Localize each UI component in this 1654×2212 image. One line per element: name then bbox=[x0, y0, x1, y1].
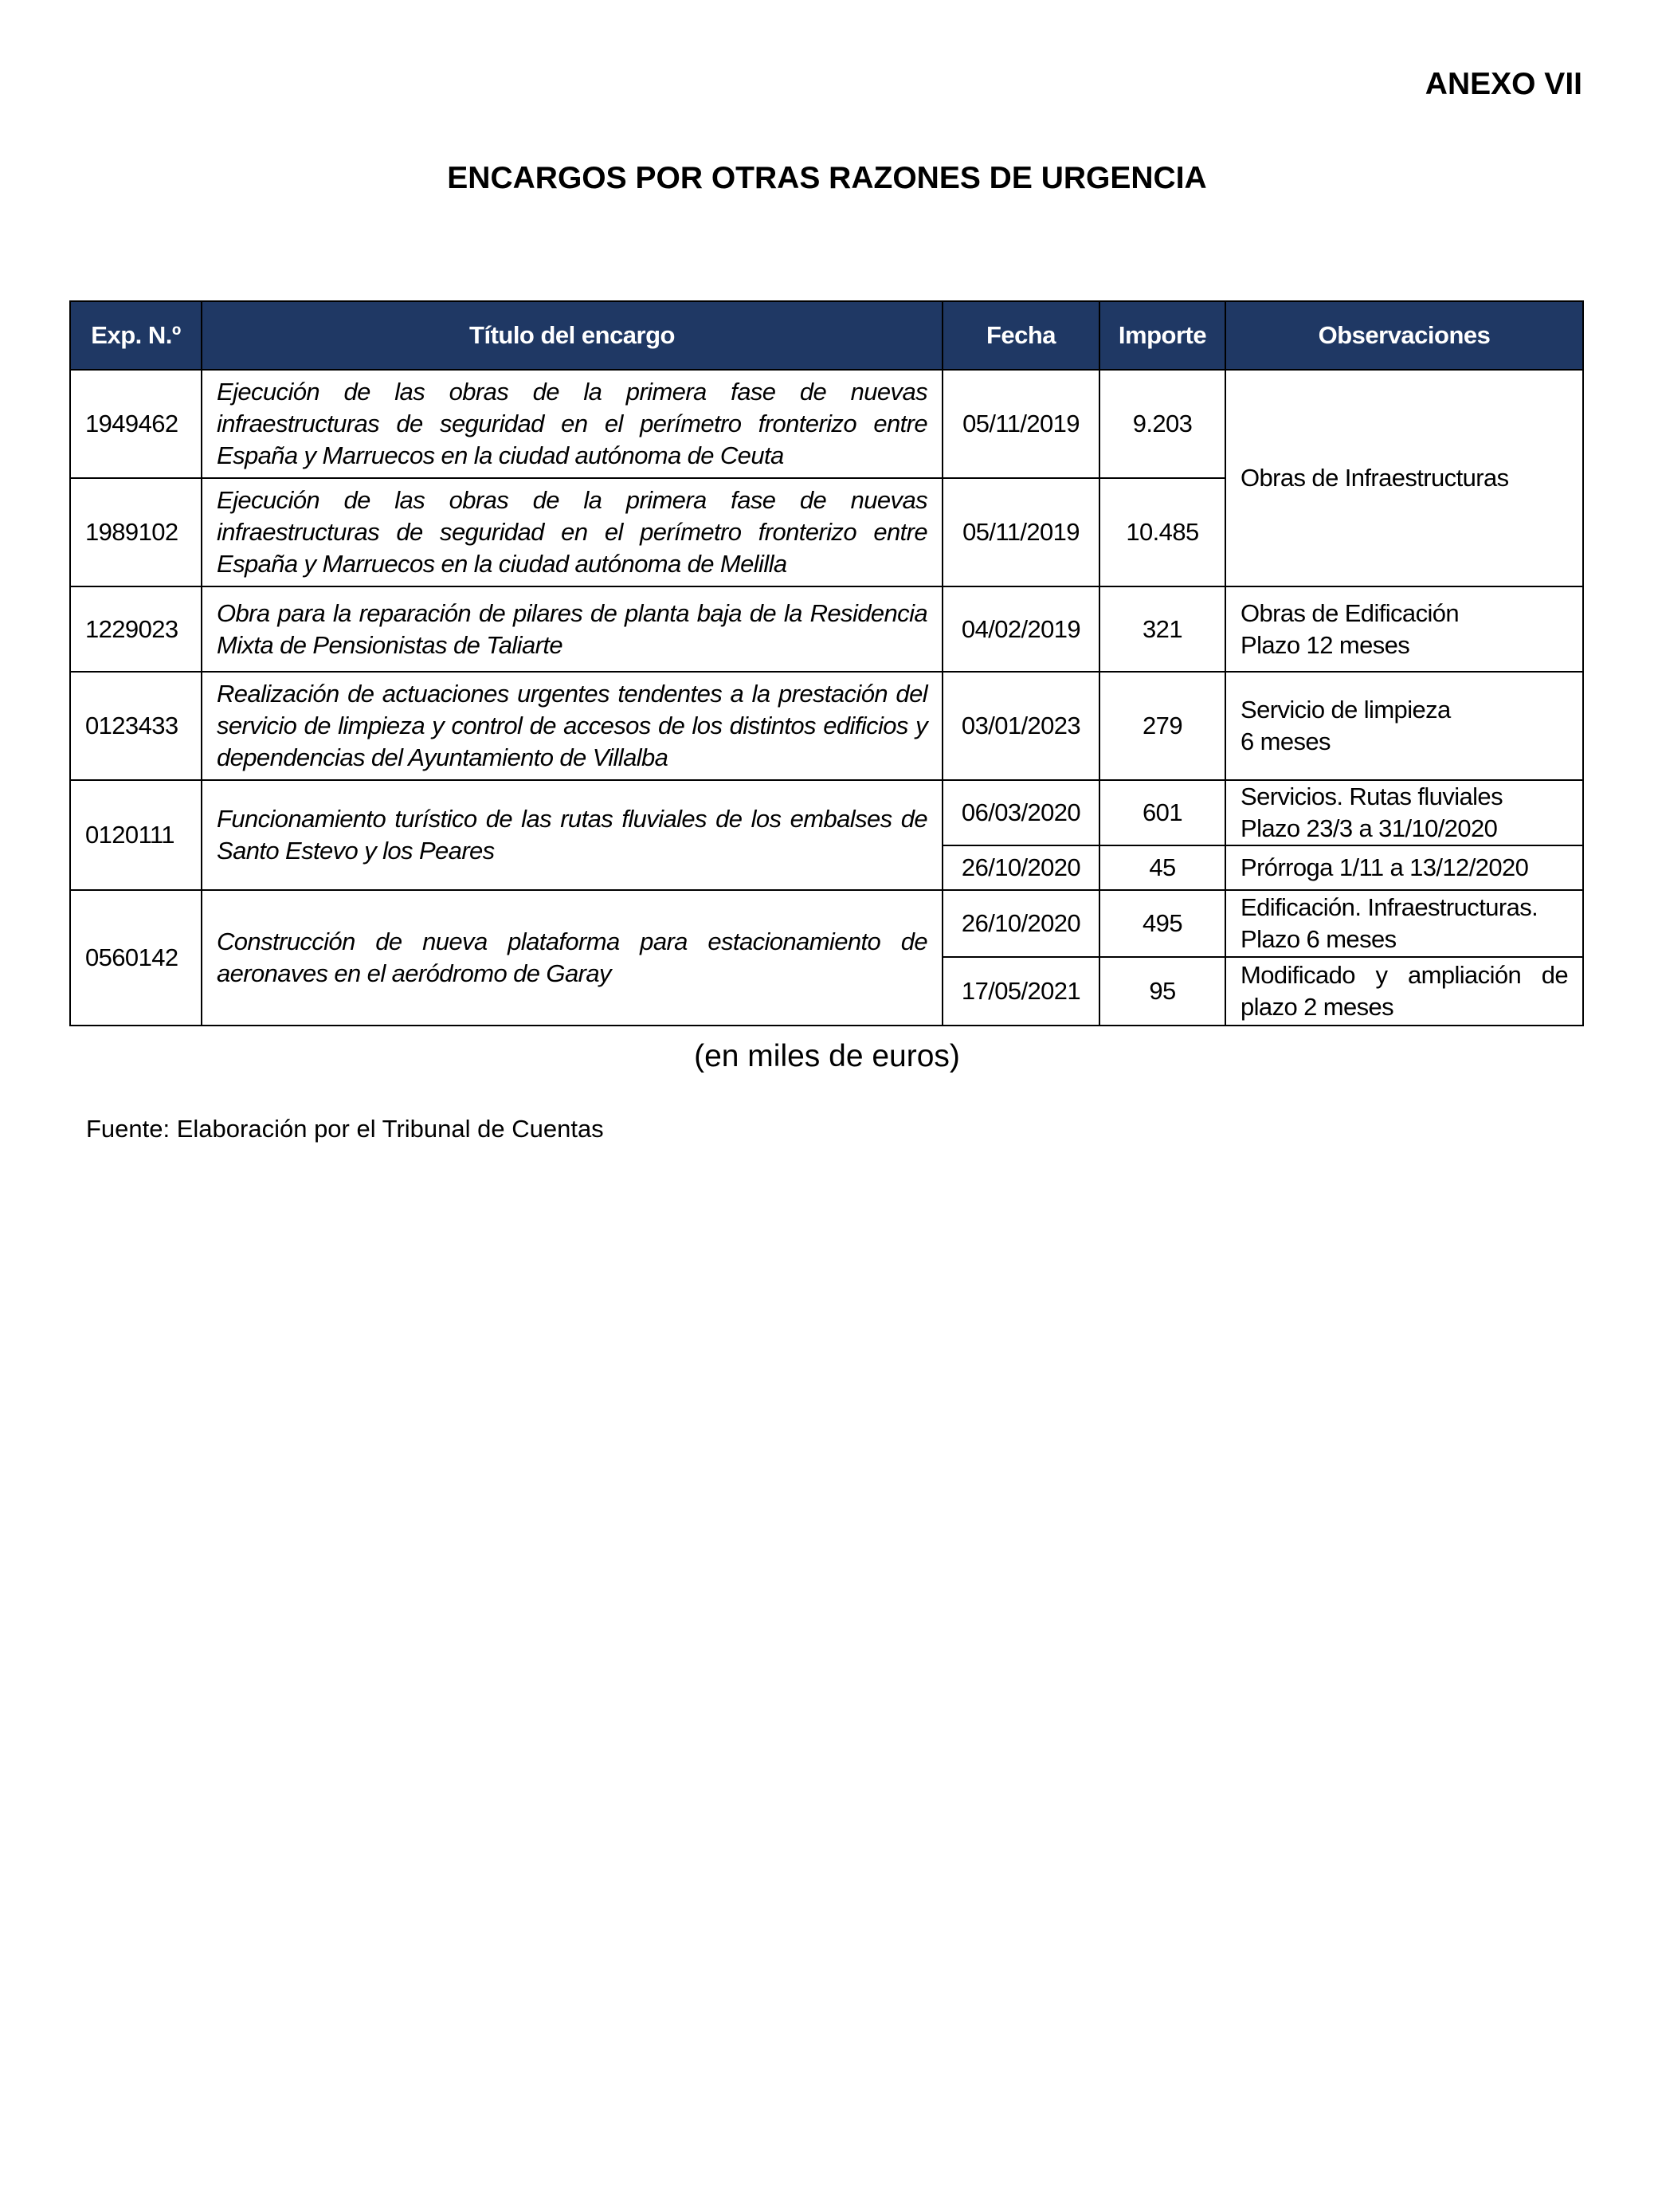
observaciones-cell bbox=[1225, 890, 1583, 957]
exp-cell: 1989102 bbox=[70, 478, 202, 586]
table-header-row bbox=[70, 301, 1583, 370]
table-row bbox=[70, 780, 1583, 845]
titulo-cell: Construcción de nueva plataforma para estacionamiento de aeronaves en el aeródromo de Garay bbox=[202, 890, 943, 1026]
column-header-exp: Exp. N.º bbox=[70, 301, 202, 370]
observaciones-line: Edificación. Infraestructuras. bbox=[1240, 893, 1538, 921]
observaciones-line: Plazo 12 meses bbox=[1240, 630, 1410, 659]
observaciones-cell bbox=[1225, 780, 1583, 845]
observaciones-line: Servicio de limpieza bbox=[1240, 696, 1451, 724]
observaciones-line: 6 meses bbox=[1240, 728, 1331, 755]
fecha-cell: 06/03/2020 bbox=[943, 780, 1099, 845]
titulo-cell: Funcionamiento turístico de las rutas fluviales de los embalses de Santo Estevo y los Peares bbox=[202, 780, 943, 890]
fecha-cell: 26/10/2020 bbox=[943, 890, 1099, 957]
table-row bbox=[70, 890, 1583, 957]
importe-cell: 45 bbox=[1099, 845, 1225, 890]
titulo-cell: Ejecución de las obras de la primera fase de nuevas infraestructuras de seguridad en el perímetro fronterizo entre España y Marruecos en la ciudad autónoma de Melilla bbox=[202, 478, 943, 586]
column-header-titulo: Título del encargo bbox=[202, 301, 943, 370]
observaciones-line: plazo 2 meses bbox=[1240, 993, 1394, 1021]
source-note: Fuente: Elaboración por el Tribunal de Cuentas bbox=[86, 1115, 604, 1143]
units-note: (en miles de euros) bbox=[694, 1039, 960, 1073]
exp-cell: 0120111 bbox=[70, 780, 202, 890]
observaciones-line: Plazo 23/3 a 31/10/2020 bbox=[1240, 814, 1498, 842]
fecha-cell: 05/11/2019 bbox=[943, 478, 1099, 586]
page-title: ENCARGOS POR OTRAS RAZONES DE URGENCIA bbox=[447, 161, 1207, 195]
importe-cell: 601 bbox=[1099, 780, 1225, 845]
fecha-cell: 17/05/2021 bbox=[943, 957, 1099, 1026]
titulo-cell: Obra para la reparación de pilares de planta baja de la Residencia Mixta de Pensionistas de Taliarte bbox=[202, 586, 943, 672]
importe-cell: 279 bbox=[1099, 672, 1225, 780]
importe-cell: 9.203 bbox=[1099, 370, 1225, 478]
column-header-importe: Importe bbox=[1099, 301, 1225, 370]
fecha-cell: 26/10/2020 bbox=[943, 845, 1099, 890]
titulo-cell: Realización de actuaciones urgentes tendentes a la prestación del servicio de limpieza y control de accesos de los distintos edificios y dependencias del Ayuntamiento de Villalba bbox=[202, 672, 943, 780]
observaciones-cell bbox=[1225, 957, 1583, 1026]
exp-cell: 1949462 bbox=[70, 370, 202, 478]
fecha-cell: 05/11/2019 bbox=[943, 370, 1099, 478]
importe-cell: 495 bbox=[1099, 890, 1225, 957]
observaciones-line: Obras de Edificación bbox=[1240, 598, 1460, 627]
observaciones-cell: Prórroga 1/11 a 13/12/2020 bbox=[1225, 845, 1583, 890]
column-header-fecha: Fecha bbox=[943, 301, 1099, 370]
column-header-observaciones: Observaciones bbox=[1225, 301, 1583, 370]
importe-cell: 321 bbox=[1099, 586, 1225, 672]
exp-cell: 0560142 bbox=[70, 890, 202, 1026]
observaciones-line: Plazo 6 meses bbox=[1240, 925, 1397, 953]
importe-cell: 95 bbox=[1099, 957, 1225, 1026]
observaciones-line: Modificado y ampliación de bbox=[1240, 961, 1568, 989]
table-row bbox=[70, 370, 1583, 478]
importe-cell: 10.485 bbox=[1099, 478, 1225, 586]
table-row bbox=[70, 672, 1583, 780]
table-row bbox=[70, 586, 1583, 672]
exp-cell: 0123433 bbox=[70, 672, 202, 780]
exp-cell: 1229023 bbox=[70, 586, 202, 672]
observaciones-cell bbox=[1225, 586, 1583, 672]
observaciones-cell-shared: Obras de Infraestructuras bbox=[1225, 370, 1583, 586]
fecha-cell: 03/01/2023 bbox=[943, 672, 1099, 780]
observaciones-cell bbox=[1225, 672, 1583, 780]
observaciones-line: Servicios. Rutas fluviales bbox=[1240, 782, 1503, 810]
titulo-cell: Ejecución de las obras de la primera fase de nuevas infraestructuras de seguridad en el perímetro fronterizo entre España y Marruecos en la ciudad autónoma de Ceuta bbox=[202, 370, 943, 478]
fecha-cell: 04/02/2019 bbox=[943, 586, 1099, 672]
encargos-table bbox=[69, 300, 1584, 1026]
annex-label: ANEXO VII bbox=[1425, 67, 1582, 101]
